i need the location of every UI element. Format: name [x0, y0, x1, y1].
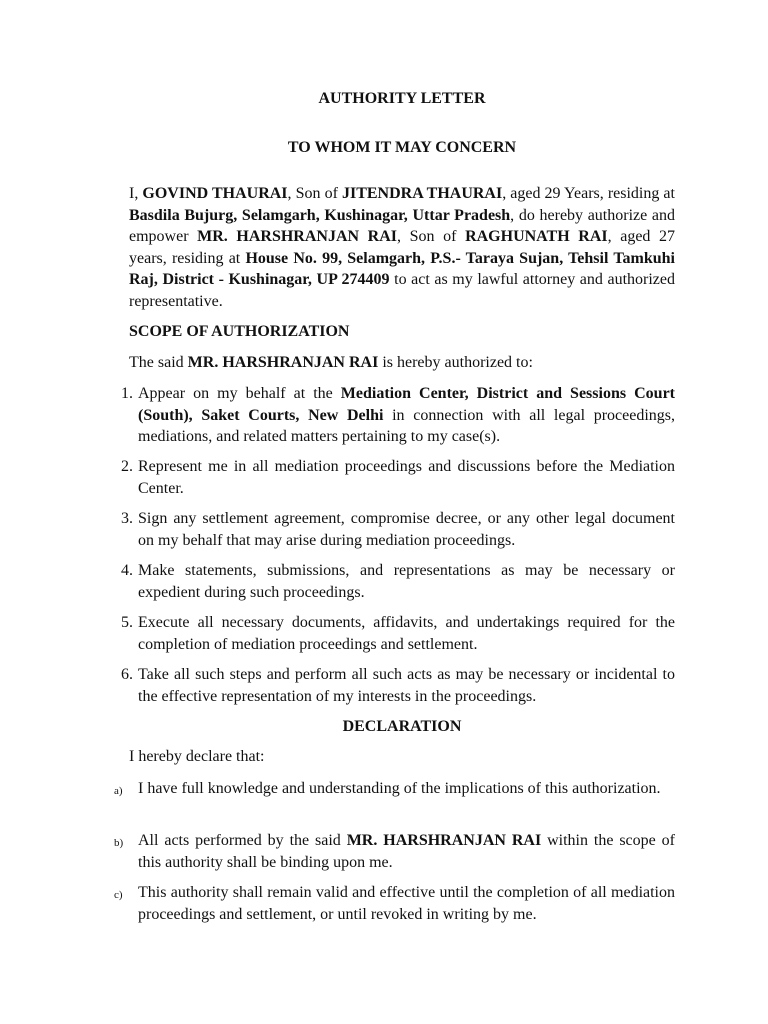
intro-text: , Son of	[287, 185, 342, 202]
scope-item	[121, 508, 675, 551]
intro-text: , aged 27 years, residing at	[129, 228, 676, 267]
agent-name: MR. HARSHRANJAN RAI	[187, 354, 379, 371]
scope-item	[121, 560, 675, 603]
scope-item-text: Make statements, submissions, and representations as may be necessary or expedient during such proceedings.	[138, 562, 675, 601]
scope-item-text: Represent me in all mediation proceedings and discussions before the Mediation Center.	[138, 458, 675, 497]
scope-item-number: 1.	[121, 385, 133, 402]
declaration-item-text: I have full knowledge and understanding of the implications of this authorization.	[138, 780, 661, 797]
principal-name: GOVIND THAURAI	[142, 185, 288, 202]
declaration-item-letter: a)	[114, 785, 123, 797]
scope-item-number: 3.	[121, 510, 133, 527]
principal-father-name: JITENDRA THAURAI	[341, 185, 503, 202]
scope-item-number: 5.	[121, 614, 133, 631]
declaration-item	[114, 882, 675, 925]
declaration-item-text: All acts performed by the said	[138, 832, 347, 849]
scope-item	[121, 383, 676, 448]
scope-heading: SCOPE OF AUTHORIZATION	[129, 323, 350, 340]
intro-paragraph	[129, 183, 675, 312]
declaration-lead: I hereby declare that:	[129, 748, 265, 765]
intro-text: to act as my lawful attorney and authorized representative.	[129, 271, 675, 310]
intro-text: I,	[129, 185, 143, 202]
document-subtitle: TO WHOM IT MAY CONCERN	[287, 139, 517, 156]
scope-item-number: 4.	[121, 562, 133, 579]
agent-father-name: RAGHUNATH RAI	[465, 228, 608, 245]
intro-text: , do hereby authorize and empower	[129, 206, 676, 245]
declaration-heading: DECLARATION	[342, 718, 462, 735]
intro-text: , aged 29 Years, residing at	[502, 185, 675, 202]
document-title: AUTHORITY LETTER	[318, 90, 486, 107]
scope-item	[121, 456, 675, 499]
scope-lead-text: is hereby authorized to:	[378, 354, 533, 371]
intro-text: , Son of	[397, 228, 466, 245]
scope-item-text: Execute all necessary documents, affidavits, and undertakings required for the completion of mediation proceedings and settlement.	[138, 614, 675, 653]
scope-item	[121, 612, 675, 655]
agent-name: MR. HARSHRANJAN RAI	[197, 228, 398, 245]
scope-lead-text: The said	[129, 354, 188, 371]
scope-item-text: Appear on my behalf at the	[138, 385, 341, 402]
declaration-item-letter: c)	[114, 889, 123, 901]
scope-item-number: 2.	[121, 458, 133, 475]
scope-item-number: 6.	[121, 666, 133, 683]
scope-lead	[129, 352, 675, 374]
scope-item-text: Take all such steps and perform all such acts as may be necessary or incidental to the effective representation of my interests in the proceedings.	[138, 666, 675, 705]
scope-item	[121, 664, 675, 707]
declaration-item	[114, 778, 675, 800]
principal-address: Basdila Bujurg, Selamgarh, Kushinagar, Uttar Pradesh	[129, 206, 511, 224]
scope-item-text: Sign any settlement agreement, compromise decree, or any other legal document on my behalf that may arise during mediation proceedings.	[138, 510, 675, 549]
declaration-item-text: This authority shall remain valid and effective until the completion of all mediation proceedings and settlement, or until revoked in writing by me.	[138, 884, 675, 923]
agent-address: House No. 99, Selamgarh, P.S.- Taraya Sujan, Tehsil Tamkuhi Raj, District - Kushinagar, UP 274409	[129, 249, 676, 288]
declaration-item-text: within the scope of this authority shall be binding upon me.	[138, 832, 675, 871]
agent-name: MR. HARSHRANJAN RAI	[346, 832, 542, 849]
declaration-item	[114, 830, 675, 873]
court-location: Mediation Center, District and Sessions Court (South), Saket Courts, New Delhi	[138, 385, 675, 424]
declaration-item-letter: b)	[114, 837, 124, 849]
scope-item-text: in connection with all legal proceedings, mediations, and related matters pertaining to my case(s).	[138, 406, 676, 445]
